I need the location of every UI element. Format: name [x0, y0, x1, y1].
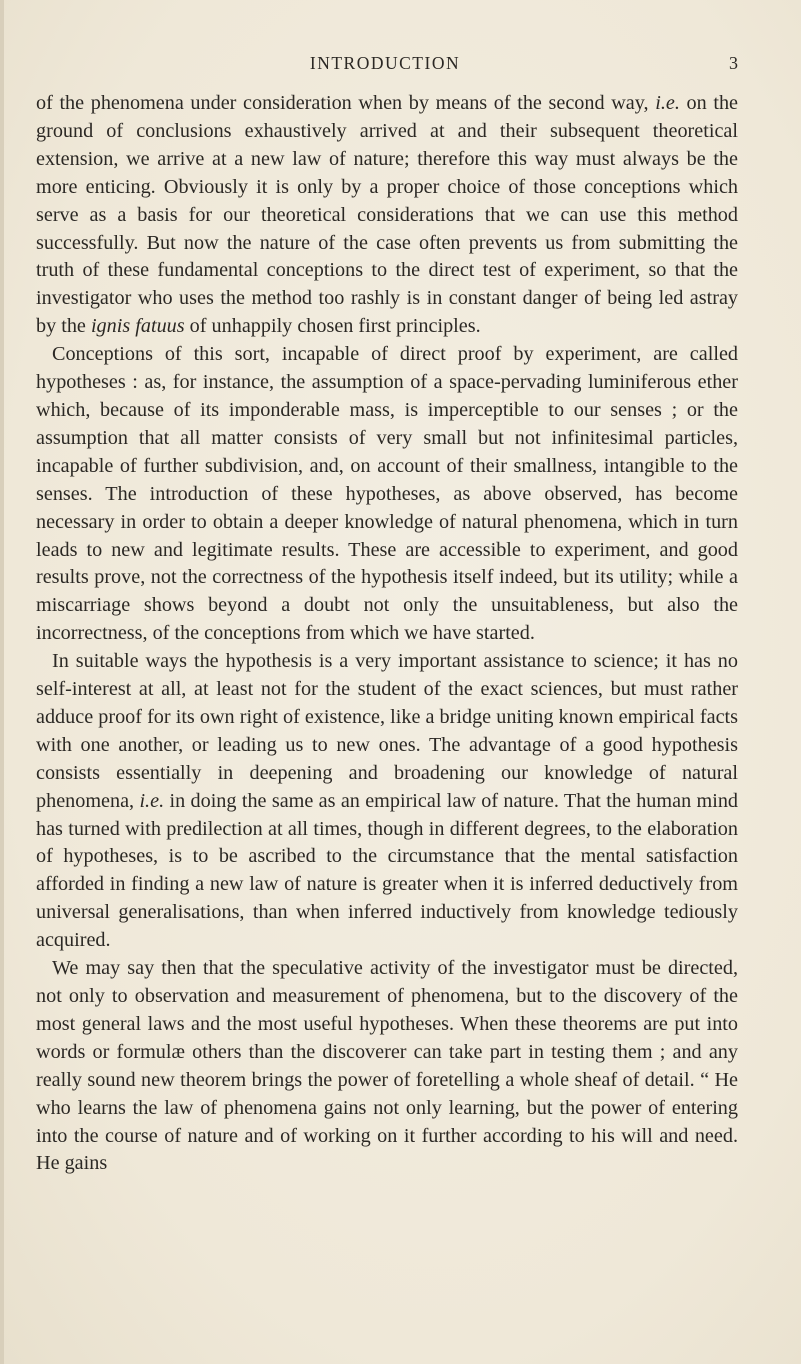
paragraph-1-text: of the phenomena under consideration when by means of the second way,	[36, 92, 656, 114]
paragraph-2-text: Conceptions of this sort, incapable of direct proof by experiment, are called hypotheses : as, for instance, the assumption of a space-pervading luminiferous ether which, because of its imponderable mass, is imperceptible to our senses ; or the assumption that all matter consists of very small but not infinitesimal particles, incapable of further subdivision, and, on account of their smallness, intangible to the senses. The introduction of these hypotheses, as above observed, has become necessary in order to obtain a deeper knowledge of natural phenomena, which in turn leads to new and legitimate results. These are accessible to experiment, and good results prove, not the correctness of the hypothesis itself indeed, but its utility; while a miscarriage shows beyond a doubt not only the unsuitableness, but also the incorrectness, of the conceptions from which we have started.	[36, 343, 738, 645]
paragraph-3	[36, 648, 738, 955]
paragraph-2	[36, 341, 738, 648]
page-edge	[0, 0, 4, 1364]
paragraph-1-text: on the ground of conclusions exhaustively arrived at and their subsequent theoretical extension, we arrive at a new law of nature; therefore this way must always be the more enticing. Obviously it is only by a proper choice of those conceptions which serve as a basis for our theoretical considerations that we can use this method successfully. But now the nature of the case often prevents us from submitting the truth of these fundamental conceptions to the direct test of experiment, so that the investigator who uses the method too rashly is in constant danger of being led astray by the	[36, 92, 739, 338]
paragraph-4	[36, 955, 738, 1178]
page-number: 3	[729, 53, 738, 73]
italic-ie: i.e.	[139, 789, 165, 812]
paragraph-1-text: of unhappily chosen first principles.	[184, 315, 481, 338]
italic-ie: i.e.	[655, 92, 680, 114]
paragraph-3-text: in doing the same as an empirical law of nature. That the human mind has turned with predilection at all times, though in different degrees, to the elaboration of hypotheses, is to be ascribed to the circumstance that the mental satisfaction afforded in finding a new law of nature is greater when it is inferred deductively from universal generalisations, than when inferred inductively from knowledge tediously acquired.	[36, 789, 739, 952]
page-header	[32, 53, 738, 83]
body-text	[36, 90, 738, 1178]
paragraph-4-text: We may say then that the speculative activity of the investigator must be directed, not only to observation and measurement of phenomena, but to the discovery of the most general laws and the most useful hypotheses. When these theorems are put into words or formulæ others than the discoverer can take part in testing them ; and any really sound new theorem brings the power of foretelling a whole sheaf of detail. “ He who learns the law of phenomena gains not only learning, but the power of entering into the course of nature and of working on it further according to his will and need. He gains	[36, 957, 738, 1175]
paragraph-3-text: In suitable ways the hypothesis is a very important assistance to science; it has no self-interest at all, at least not for the student of the exact sciences, but must rather adduce proof for its own right of existence, like a bridge uniting known empirical facts with one another, or leading us to new ones. The advantage of a good hypothesis consists essentially in deepening and broadening our knowledge of natural phenomena,	[36, 650, 738, 812]
italic-ignis-fatuus: ignis fatuus	[90, 315, 185, 338]
paragraph-1	[36, 90, 738, 341]
running-head: INTRODUCTION	[309, 53, 461, 73]
